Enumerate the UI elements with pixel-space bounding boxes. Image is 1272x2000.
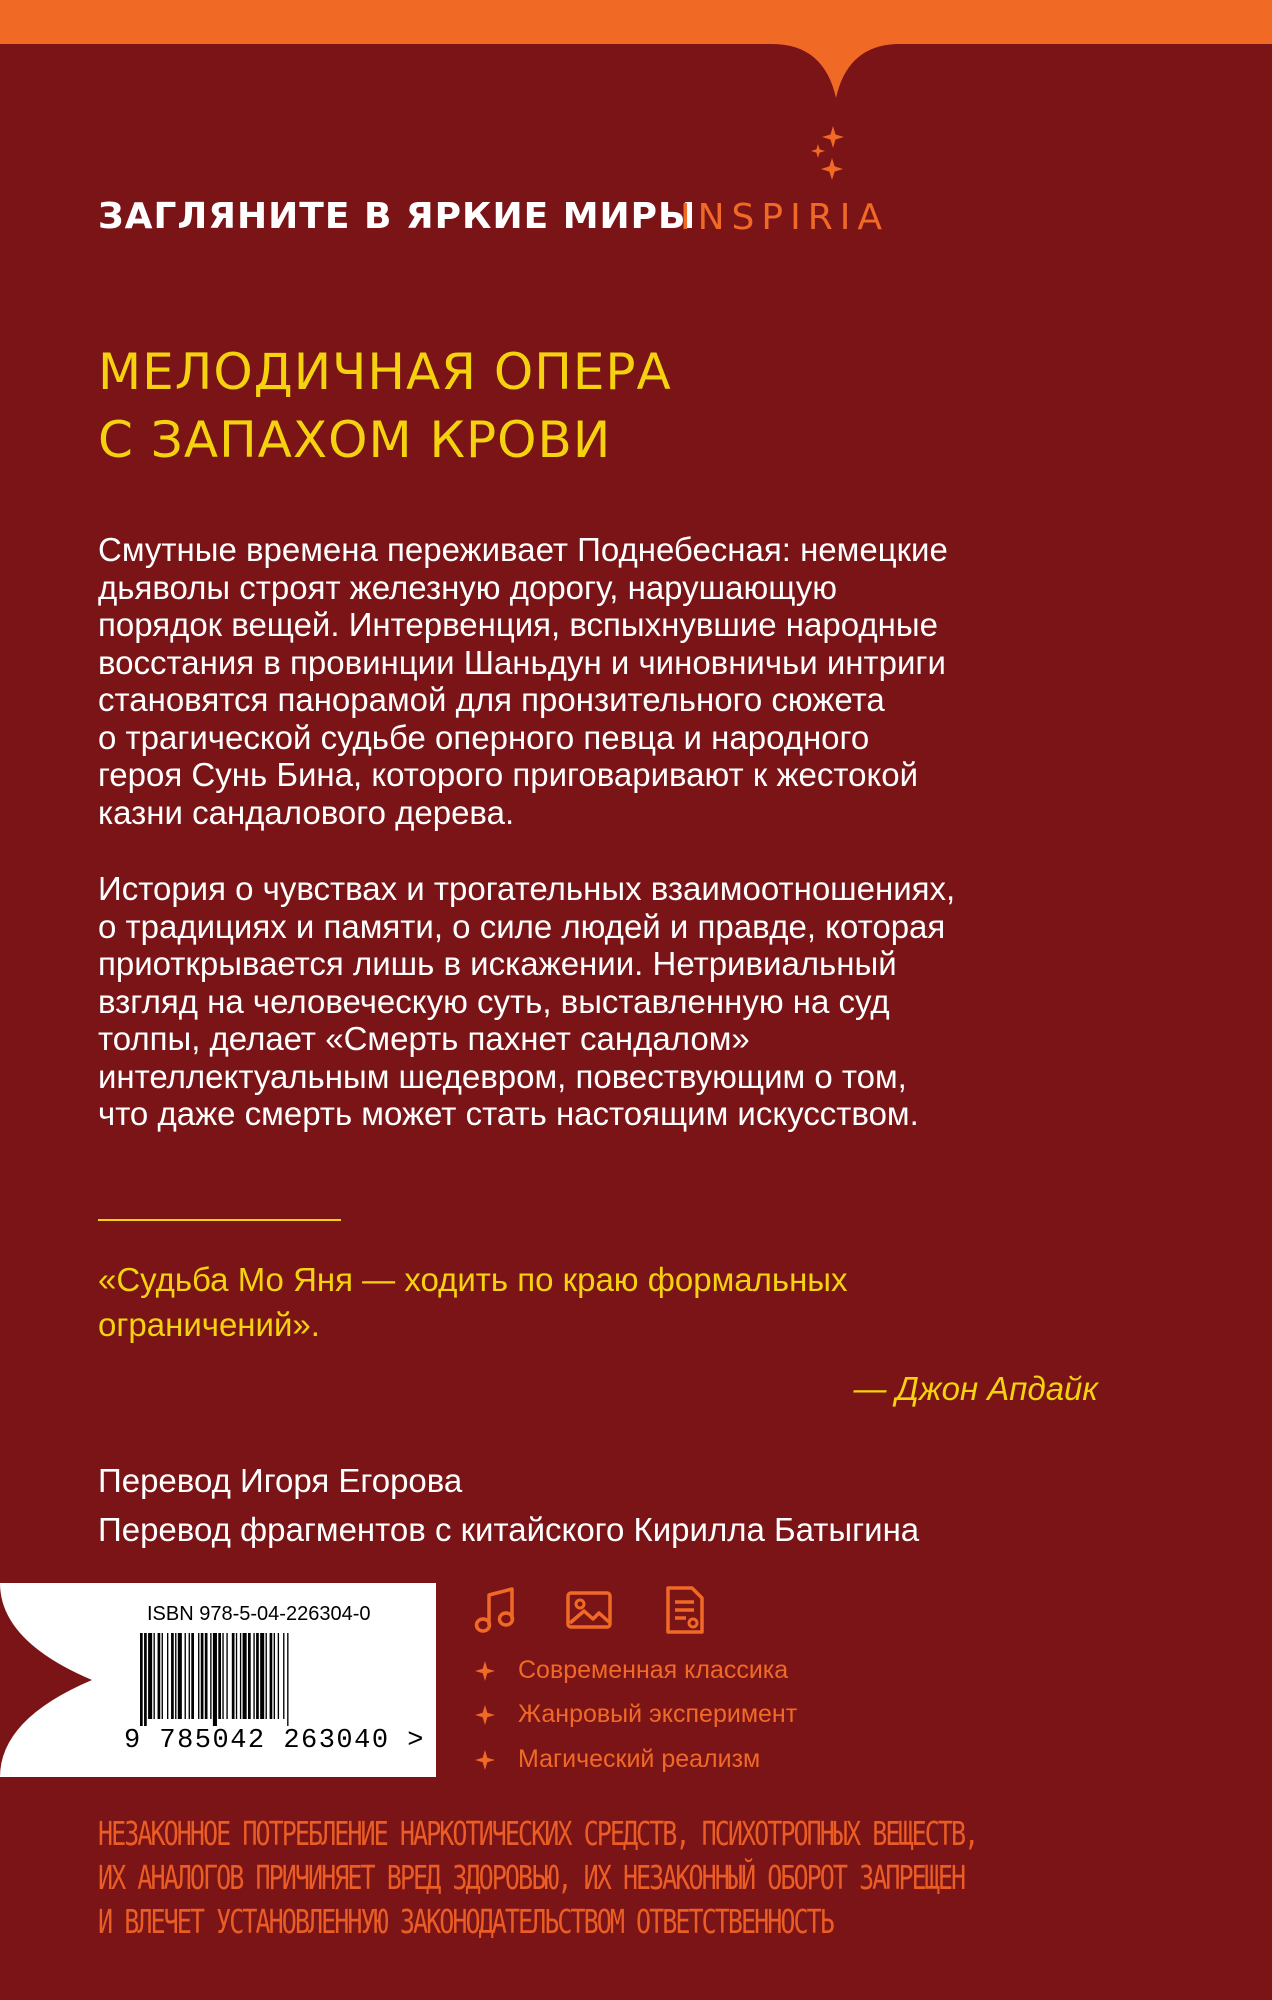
- barcode-bar: [278, 1633, 279, 1719]
- translator-credit: Перевод Игоря Егорова: [98, 1462, 463, 1499]
- barcode-bar: [243, 1633, 247, 1719]
- barcode-bar: [266, 1633, 267, 1719]
- barcode-bar: [274, 1633, 275, 1719]
- sparkle-stars-icon: [808, 122, 858, 192]
- text-line: приоткрывается лишь в искажении. Нетривиальный: [98, 945, 897, 982]
- quote-line: ограничений».: [98, 1306, 320, 1343]
- warning-line: И ВЛЕЧЕТ УСТАНОВЛЕННУЮ ЗАКОНОДАТЕЛЬСТВОМ ОТВЕТСТВЕННОСТЬ: [98, 1902, 833, 1941]
- barcode-bar: [171, 1633, 174, 1719]
- barcode-bar: [287, 1633, 288, 1726]
- text-line: Смутные времена переживает Поднебесная: немецкие: [98, 531, 948, 568]
- text-line: о традициях и памяти, о силе людей и правде, которая: [98, 907, 946, 945]
- sparkle-icon: [474, 1704, 496, 1726]
- barcode-bar: [260, 1633, 264, 1719]
- text-line: дьяволы строят железную дорогу, нарушающую: [98, 568, 838, 606]
- barcode-bar: [175, 1633, 176, 1719]
- barcode-bar: [185, 1633, 186, 1719]
- barcode-bar: [226, 1633, 227, 1719]
- barcode-bar: [189, 1633, 190, 1719]
- feature-item: [474, 1656, 788, 1692]
- document-icon: [662, 1585, 708, 1635]
- text-line: взгляд на человеческую суть, выставленную на суд: [98, 982, 890, 1020]
- feature-item: [474, 1700, 797, 1736]
- description-paragraph-2: [98, 870, 955, 1133]
- text-line: становятся панорамой для пронзительного сюжета: [98, 681, 885, 718]
- isbn-label: ISBN 978-5-04-226304-0: [147, 1603, 371, 1625]
- description-paragraph-1: [98, 531, 948, 831]
- barcode-bar: [201, 1633, 204, 1719]
- barcode-bar: [283, 1633, 284, 1719]
- feature-label: Современная классика: [518, 1656, 789, 1684]
- text-line: интеллектуальным шедевром, повествующим о том,: [98, 1057, 907, 1095]
- barcode-bar: [140, 1633, 143, 1726]
- sparkle-icon: [474, 1660, 496, 1682]
- quote-line: «Судьба Мо Яня — ходить по краю формальных: [98, 1261, 848, 1298]
- feature-label: Магический реализм: [518, 1745, 761, 1773]
- barcode-bar: [232, 1633, 235, 1719]
- barcode-bar: [218, 1633, 221, 1719]
- barcode-bar: [205, 1633, 208, 1719]
- barcode-bar: [256, 1633, 259, 1719]
- barcode-bar: [213, 1633, 217, 1726]
- headline-line: С ЗАПАХОМ КРОВИ: [98, 411, 612, 469]
- text-line: что даже смерть может стать настоящим искусством.: [98, 1095, 919, 1132]
- barcode-bar: [248, 1633, 251, 1719]
- barcode-bar: [236, 1633, 237, 1719]
- barcode-bar: [154, 1633, 155, 1719]
- barcode-bars: [140, 1633, 403, 1726]
- series-tagline: ЗАГЛЯНИТЕ В ЯРКИЕ МИРЫ: [98, 196, 697, 237]
- barcode-bar: [198, 1633, 199, 1719]
- barcode-bar: [191, 1633, 194, 1719]
- sparkle-icon: [474, 1749, 496, 1771]
- barcode-bar: [158, 1633, 161, 1719]
- legal-warning: [98, 1812, 977, 1944]
- barcode-notch: [0, 1583, 92, 1777]
- quote-author: — Джон Апдайк: [853, 1370, 1098, 1407]
- text-line: о трагической судьбе оперного певца и народного: [98, 718, 870, 756]
- warning-line: ИХ АНАЛОГОВ ПРИЧИНЯЕТ ВРЕД ЗДОРОВЬЮ, ИХ НЕЗАКОННЫЙ ОБОРОТ ЗАПРЕЩЕН: [98, 1858, 965, 1897]
- text-line: казни сандалового дерева.: [98, 793, 515, 831]
- barcode-bar: [144, 1633, 147, 1726]
- headline-line: МЕЛОДИЧНАЯ ОПЕРА: [98, 343, 672, 401]
- barcode-bar: [240, 1633, 241, 1719]
- review-quote: [98, 1257, 848, 1347]
- text-line: порядок вещей. Интервенция, вспыхнувшие народные: [98, 606, 938, 643]
- barcode-bar: [148, 1633, 152, 1719]
- headline: [98, 338, 672, 474]
- feature-label: Жанровый эксперимент: [518, 1700, 798, 1728]
- image-icon: [566, 1585, 612, 1635]
- music-note-icon: [474, 1585, 520, 1635]
- warning-line: НЕЗАКОННОЕ ПОТРЕБЛЕНИЕ НАРКОТИЧЕСКИХ СРЕДСТВ, ПСИХОТРОПНЫХ ВЕЩЕСТВ,: [98, 1814, 978, 1853]
- barcode-bar: [270, 1633, 273, 1719]
- barcode-bar: [210, 1633, 211, 1719]
- feature-item: [474, 1745, 760, 1781]
- text-line: История о чувствах и трогательных взаимоотношениях,: [98, 870, 956, 907]
- ean-number: 9 785042 263040 >: [124, 1726, 425, 1756]
- text-line: толпы, делает «Смерть пахнет сандалом»: [98, 1020, 750, 1057]
- brand-name: INSPIRIA: [680, 197, 889, 238]
- barcode-bar: [162, 1633, 163, 1719]
- barcode-bar: [167, 1633, 168, 1719]
- text-line: восстания в провинции Шаньдун и чиновничьи интриги: [98, 643, 946, 681]
- quote-divider: [98, 1219, 341, 1221]
- fragments-translator-credit: Перевод фрагментов с китайского Кирилла Батыгина: [98, 1511, 920, 1548]
- barcode-bar: [178, 1633, 182, 1719]
- top-orange-band: [0, 0, 1272, 110]
- barcode-bar: [222, 1633, 223, 1719]
- text-line: героя Сунь Бина, которого приговаривают к жестокой: [98, 756, 919, 793]
- barcode-bar: [253, 1633, 254, 1719]
